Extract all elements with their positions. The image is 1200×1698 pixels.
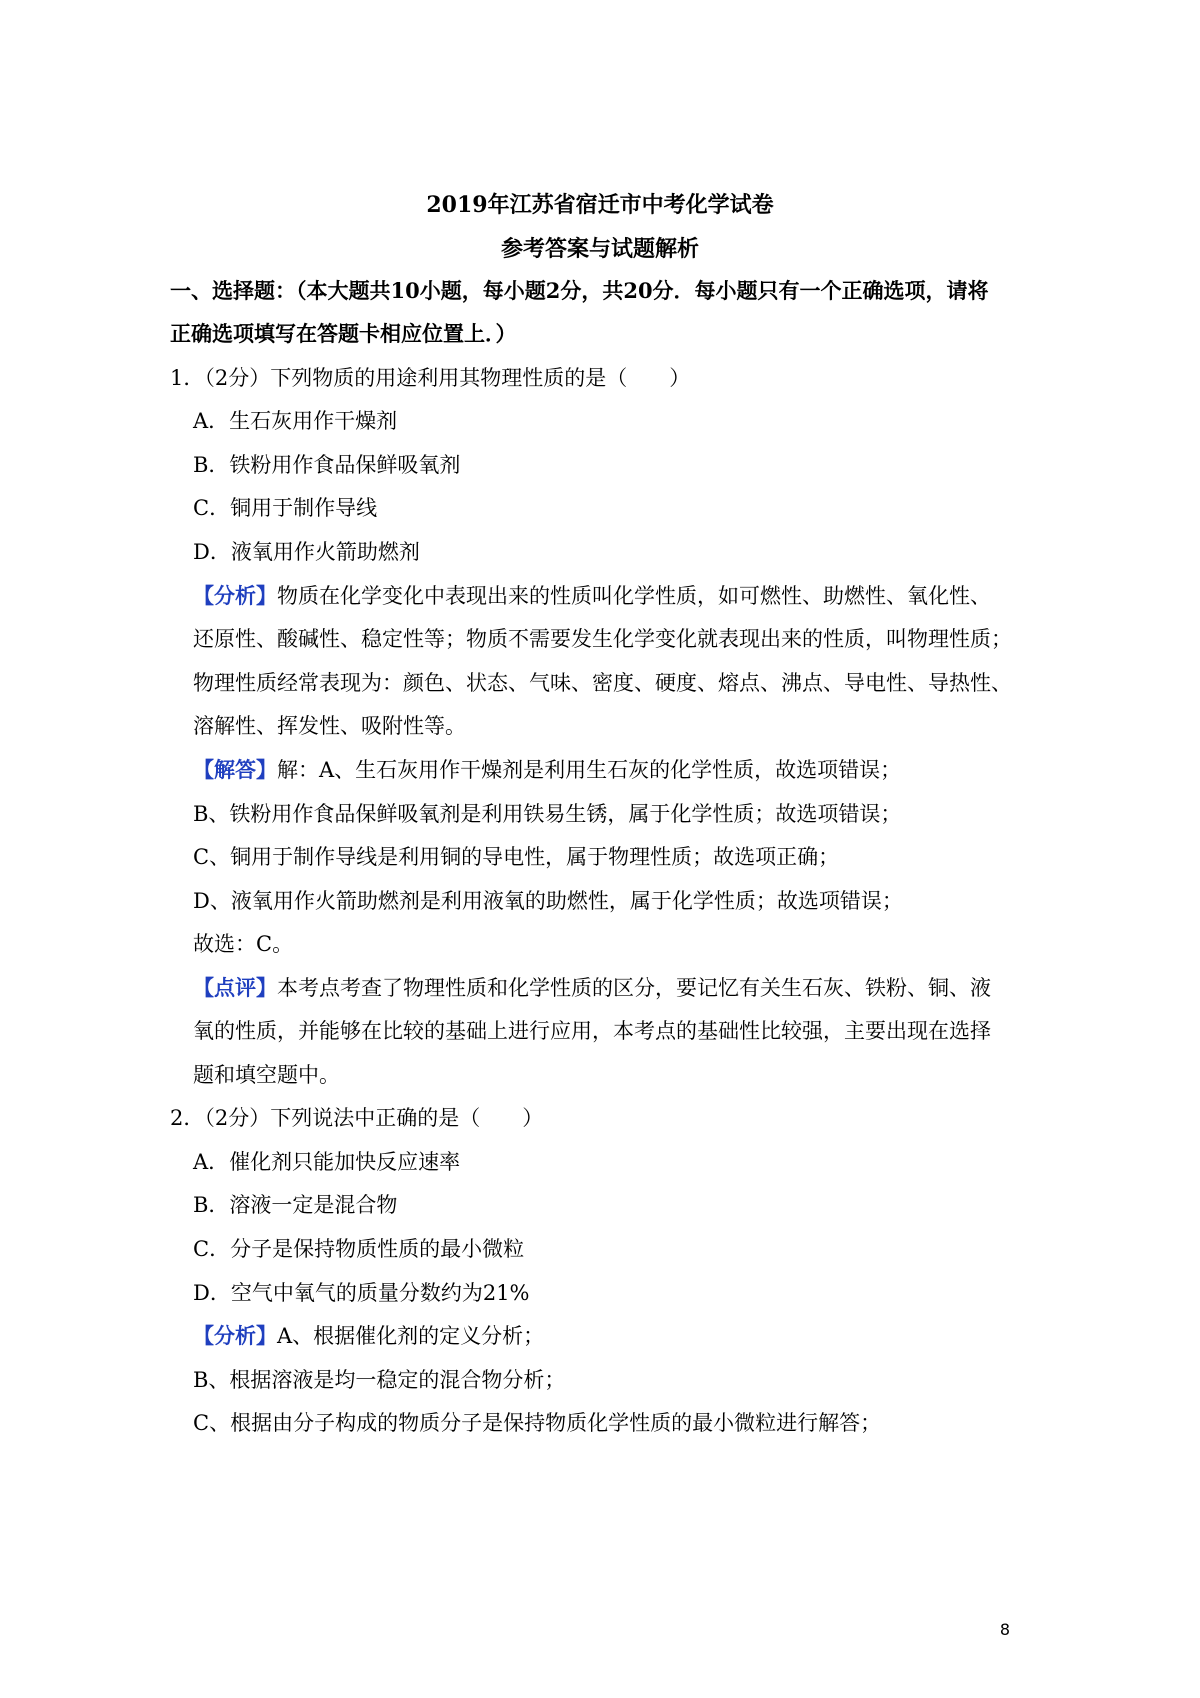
- answer-tag: 【解答】: [193, 757, 277, 782]
- analysis-tag: 【分析】: [193, 1323, 277, 1348]
- q2-stem: 2．（2分）下列说法中正确的是（ ）: [170, 1106, 544, 1130]
- q1-answer-line1: 【解答】解：A、生石灰用作干燥剂是利用生石灰的化学性质，故选项错误；: [193, 757, 902, 782]
- section-heading-line1: 一、选择题：（本大题共10小题，每小题2分，共20分．每小题只有一个正确选项，请将: [170, 278, 989, 303]
- q1-option-c: C．铜用于制作导线: [193, 496, 378, 520]
- page-subtitle: 参考答案与试题解析: [500, 236, 699, 262]
- q1-answer-line4: D、液氧用作火箭助燃剂是利用液氧的助燃性，属于化学性质；故选项错误；: [193, 889, 903, 913]
- q1-answer-line3: C、铜用于制作导线是利用铜的导电性，属于物理性质；故选项正确；: [193, 845, 840, 869]
- section-heading-line2: 正确选项填写在答题卡相应位置上．）: [170, 321, 517, 346]
- q1-comment-line3: 题和填空题中。: [193, 1063, 340, 1087]
- q1-analysis-line2: 还原性、酸碱性、稳定性等；物质不需要发生化学变化就表现出来的性质，叫物理性质；: [193, 627, 1012, 651]
- q2-analysis-line2: B、根据溶液是均一稳定的混合物分析；: [193, 1368, 566, 1392]
- q1-analysis-line1: 【分析】物质在化学变化中表现出来的性质叫化学性质，如可燃性、助燃性、氧化性、: [193, 583, 991, 608]
- q2-option-d: D．空气中氧气的质量分数约为21%: [193, 1281, 530, 1305]
- q2-option-c: C．分子是保持物质性质的最小微粒: [193, 1237, 525, 1261]
- page-number: 8: [999, 1620, 1010, 1639]
- q1-answer-line2: B、铁粉用作食品保鲜吸氧剂是利用铁易生锈，属于化学性质；故选项错误；: [193, 802, 902, 826]
- q1-comment-line1: 【点评】本考点考查了物理性质和化学性质的区分，要记忆有关生石灰、铁粉、铜、液: [193, 975, 991, 1000]
- q1-option-b: B．铁粉用作食品保鲜吸氧剂: [193, 453, 461, 477]
- q2-analysis-line1: 【分析】A、根据催化剂的定义分析；: [193, 1323, 545, 1348]
- q1-stem: 1．（2分）下列物质的用途利用其物理性质的是（ ）: [170, 366, 691, 390]
- q2-option-a: A．催化剂只能加快反应速率: [193, 1150, 461, 1174]
- q1-analysis-line3: 物理性质经常表现为：颜色、状态、气味、密度、硬度、熔点、沸点、导电性、导热性、: [193, 671, 1012, 695]
- comment-tag: 【点评】: [193, 975, 277, 1000]
- page-title: 2019年江苏省宿迁市中考化学试卷: [426, 192, 774, 218]
- q2-option-b: B．溶液一定是混合物: [193, 1193, 398, 1217]
- q1-answer-line5: 故选：C。: [193, 932, 294, 956]
- q1-comment-line2: 氧的性质，并能够在比较的基础上进行应用，本考点的基础性比较强，主要出现在选择: [193, 1019, 991, 1043]
- q1-option-a: A．生石灰用作干燥剂: [193, 409, 398, 433]
- q1-analysis-line4: 溶解性、挥发性、吸附性等。: [193, 714, 466, 738]
- analysis-tag: 【分析】: [193, 583, 277, 608]
- q1-option-d: D．液氧用作火箭助燃剂: [193, 540, 420, 564]
- q2-analysis-line3: C、根据由分子构成的物质分子是保持物质化学性质的最小微粒进行解答；: [193, 1411, 882, 1435]
